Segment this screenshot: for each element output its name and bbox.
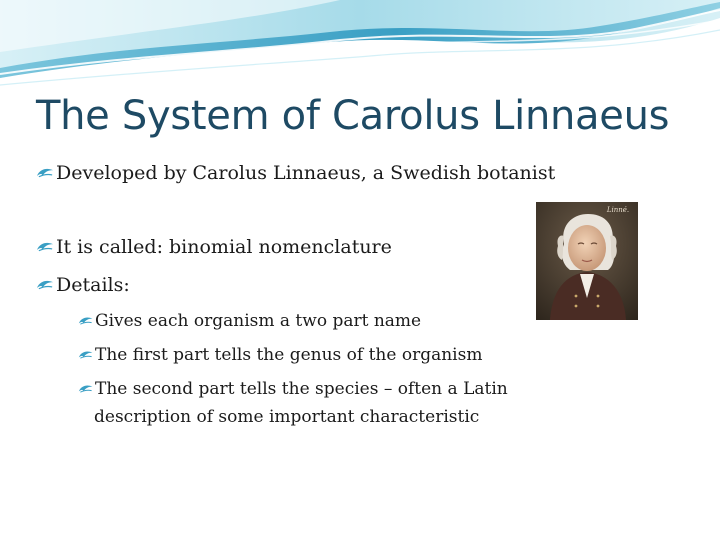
bullet-item	[36, 234, 392, 260]
sub-bullet-item	[78, 343, 482, 367]
bullet-text: It is called: binomial nomenclature	[56, 236, 392, 258]
bullet-icon	[78, 315, 94, 327]
slide-title: The System of Carolus Linnaeus	[36, 93, 670, 139]
bullet-text: The second part tells the species – often a Latin	[95, 379, 508, 399]
bullet-text: The first part tells the genus of the organism	[95, 345, 483, 365]
bullet-icon	[78, 383, 94, 395]
bullet-icon	[36, 166, 55, 180]
bullet-text: Gives each organism a two part name	[95, 311, 422, 331]
wave-header-decoration	[0, 0, 720, 90]
sub-bullet-continuation: description of some important characteristic	[94, 407, 480, 427]
sub-bullet-item	[78, 309, 421, 333]
bullet-item	[36, 272, 130, 298]
bullet-icon	[36, 278, 55, 292]
bullet-item	[36, 160, 555, 186]
portrait-signature: Linné.	[606, 206, 630, 214]
bullet-text: Details:	[56, 274, 130, 296]
bullet-text: Developed by Carolus Linnaeus, a Swedish botanist	[56, 162, 556, 184]
sub-bullet-item	[78, 377, 508, 401]
portrait-image	[536, 202, 638, 320]
bullet-icon	[78, 349, 94, 361]
bullet-icon	[36, 240, 55, 254]
